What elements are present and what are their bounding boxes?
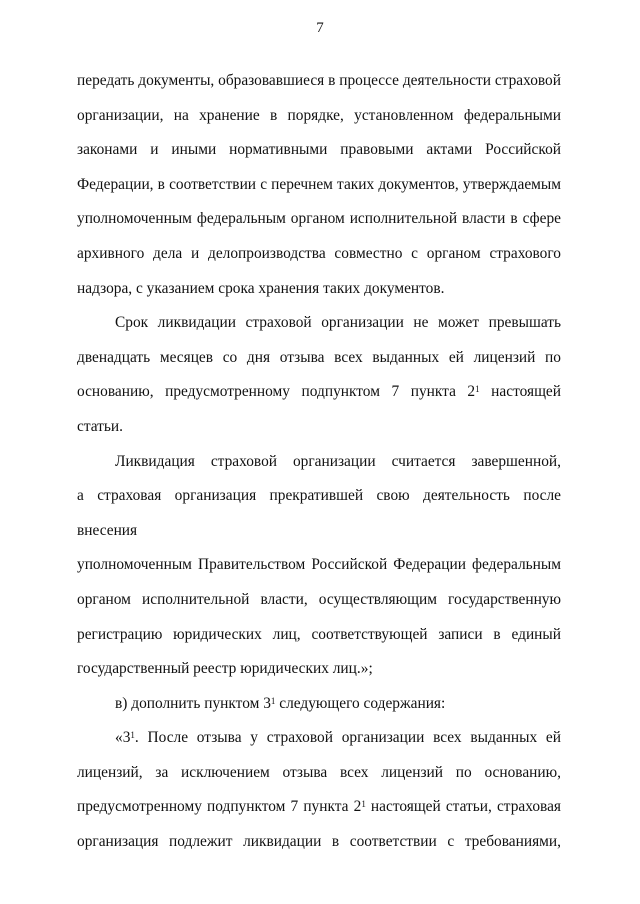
text-line: основанию, предусмотренному подпунктом 7 пункта 2: [77, 383, 476, 401]
text-line: в) дополнить пунктом 3: [115, 694, 271, 712]
text-line: уполномоченным федеральным органом исполнительной власти в сфере: [77, 210, 561, 228]
text-line: настоящей статьи.: [77, 383, 561, 435]
text-line: организация подлежит ликвидации в соответствии с требованиями,: [77, 833, 561, 851]
paragraph-liquidation-complete-end: [77, 652, 561, 687]
text-line: законами и иными нормативными правовыми актами Российской: [77, 141, 561, 159]
text-line: государственный реестр юридических лиц.»;: [77, 660, 373, 678]
text-line: организации, на хранение в порядке, установленном федеральными: [77, 106, 561, 124]
text-line: передать документы, образовавшиеся в процессе деятельности страховой: [77, 72, 561, 89]
text-line: архивного дела и делопроизводства совместно с органом страхового: [77, 244, 561, 262]
paragraph-archive-transfer-end: [77, 272, 561, 307]
text-line: регистрацию юридических лиц, соответствующей записи в единый: [77, 625, 561, 643]
text-line: Федерации, в соответствии с перечнем таких документов, утверждаемым: [77, 175, 561, 193]
paragraph-liquidation-term: [77, 306, 561, 375]
text-line: уполномоченным Правительством Российской Федерации федеральным: [77, 556, 561, 574]
text-line: [77, 790, 561, 825]
superscript: 1: [130, 730, 135, 741]
text-fragment: «3: [115, 729, 131, 747]
paragraph-liquidation-complete: [77, 445, 561, 653]
text-line: надзора, с указанием срока хранения таких документов.: [77, 279, 445, 297]
text-line: двенадцать месяцев со дня отзыва всех выданных ей лицензий по: [77, 348, 561, 366]
text-line: [77, 721, 561, 756]
text-line: органом исполнительной власти, осуществляющим государственную: [77, 590, 561, 608]
text-fragment: предусмотренному подпунктом 7 пункта 2: [77, 798, 362, 816]
paragraph-archive-transfer: [77, 64, 561, 272]
document-body: [77, 64, 561, 860]
text-line: а страховая организация прекратившей свою деятельность после внесения: [77, 487, 561, 539]
text-fragment: настоящей статьи, страховая: [365, 798, 561, 816]
text-line: следующего содержания:: [275, 694, 446, 712]
text-line: лицензий, за исключением отзыва всех лицензий по основанию,: [77, 763, 561, 781]
superscript: 1: [361, 799, 366, 810]
paragraph-liquidation-term-end: [77, 375, 561, 444]
text-fragment: . После отзыва у страховой организации всех выданных ей: [134, 729, 561, 747]
paragraph-amendment-intro: [77, 687, 561, 722]
page-number: 7: [316, 20, 324, 36]
paragraph-new-clause: [77, 721, 561, 859]
superscript: 1: [270, 695, 276, 706]
text-line: Ликвидация страховой организации считается завершенной,: [115, 452, 561, 470]
text-line: Срок ликвидации страховой организации не может превышать: [115, 314, 561, 332]
superscript: 1: [475, 384, 480, 395]
